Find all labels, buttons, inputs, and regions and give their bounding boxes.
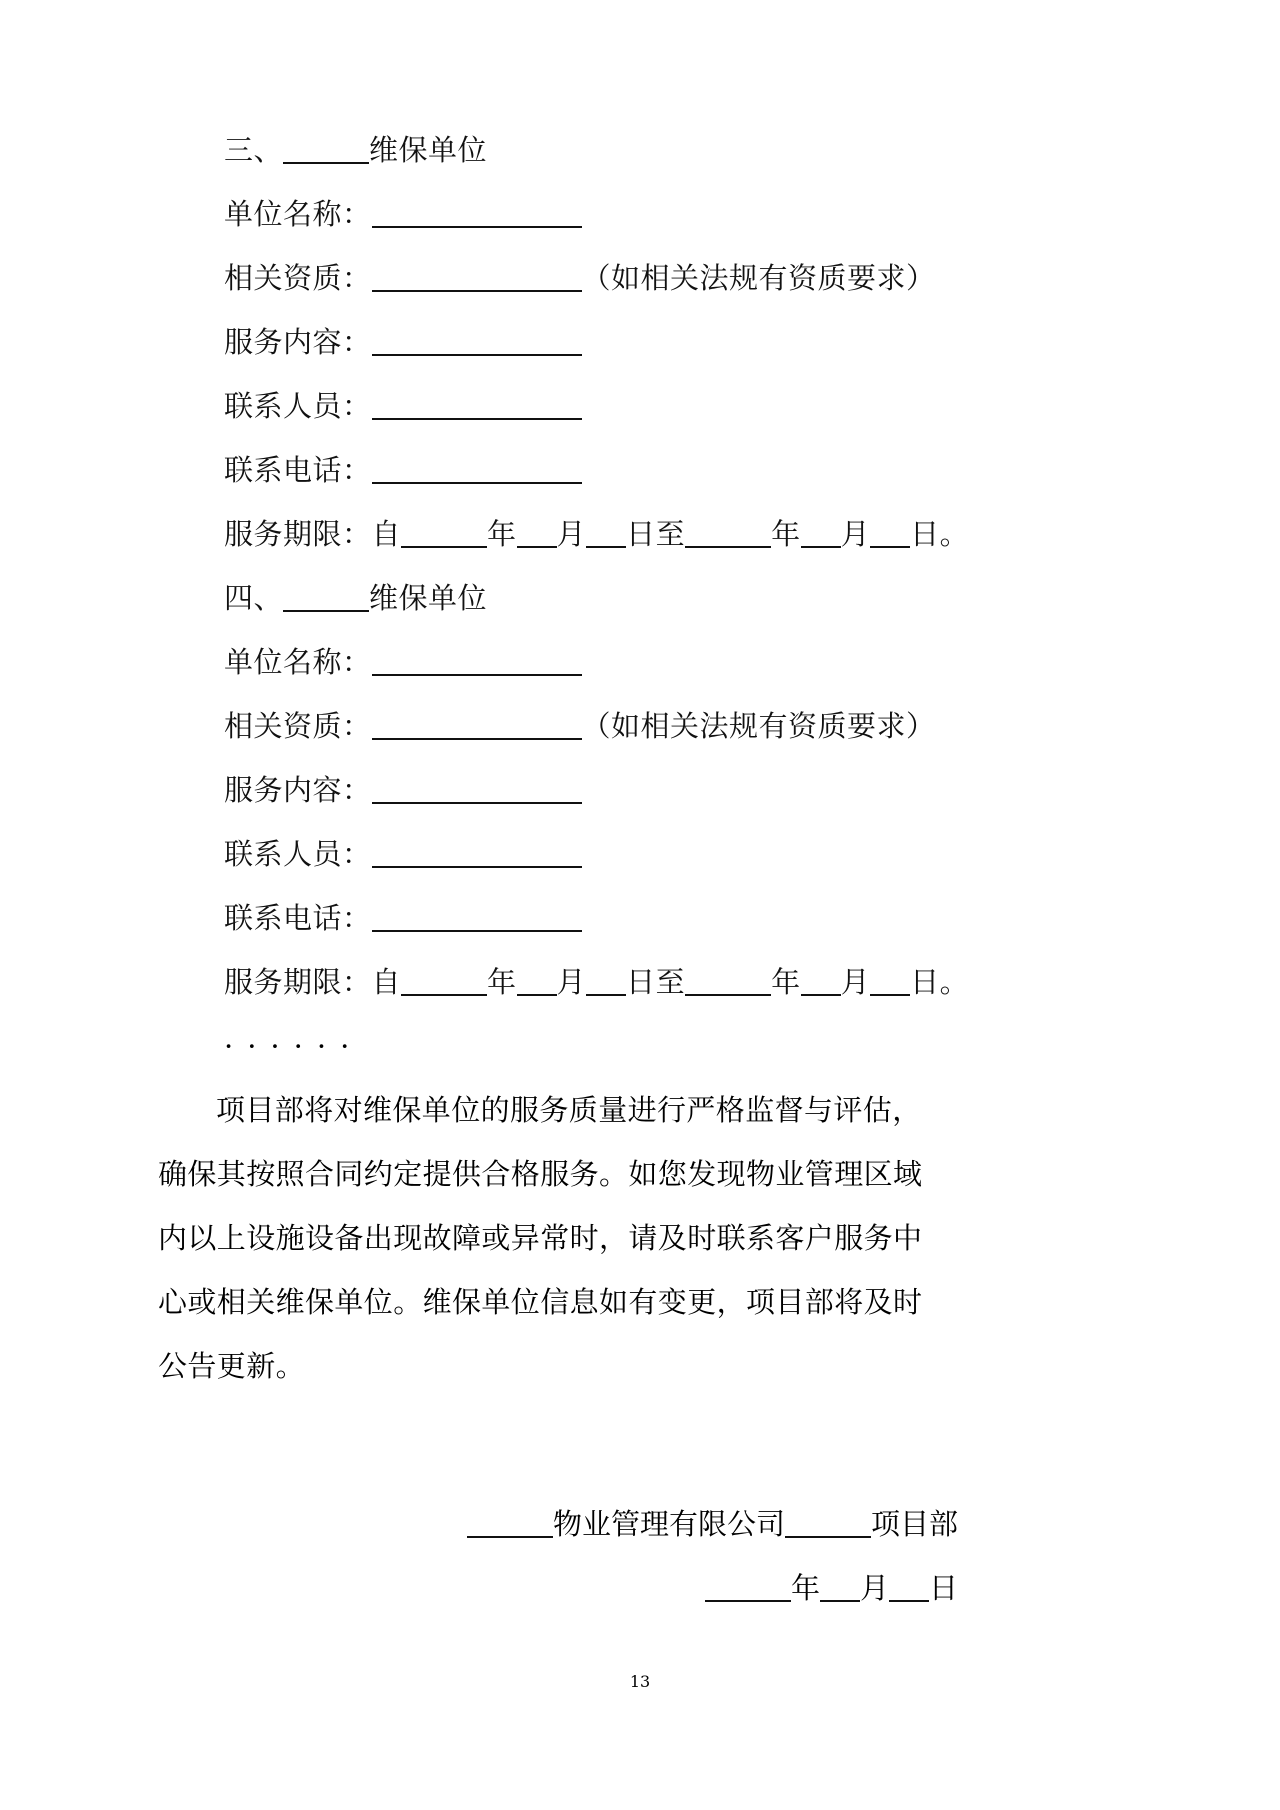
term-blank-year-start [401,994,487,996]
term-to: 至 [655,517,686,551]
term-year-end: 年 [771,517,801,551]
section-blank-four [283,610,369,612]
paragraph-line [158,1078,958,1142]
signature-date-line [158,1556,958,1620]
term-month-end: 月 [840,517,871,551]
field-service-term-three [158,502,970,566]
term-from: 自 [371,965,402,999]
field-qualification-four [158,694,958,758]
field-blank [372,226,582,228]
signature-project-blank [785,1536,871,1538]
term-blank-day-end [870,546,910,548]
signature-company-suffix: 物业管理有限公司 [552,1507,785,1541]
field-label: 服务内容： [224,773,372,807]
term-period: 。 [939,517,970,551]
field-service-content-four [158,758,958,822]
term-year: 年 [487,965,517,999]
field-label: 相关资质： [224,709,372,743]
term-to: 至 [655,965,686,999]
term-blank-month-end [801,546,841,548]
section-index-three: 三、 [224,133,284,167]
term-blank-month-start [517,546,557,548]
field-blank [372,930,582,932]
field-blank [372,738,582,740]
term-blank-day-start [586,546,626,548]
page-number: 13 [629,1672,651,1691]
paragraph-line: 公告更新。 [158,1349,306,1383]
term-day-end: 日 [910,517,940,551]
signature-company-blank [467,1536,553,1538]
field-blank [372,354,582,356]
field-contact-person-three [158,374,958,438]
field-label: 单位名称： [224,197,372,231]
term-month: 月 [556,965,587,999]
field-suffix: （如相关法规有资质要求） [581,261,936,295]
field-unit-name-four [158,630,958,694]
section-index-four: 四、 [224,581,284,615]
body-paragraph [158,1078,958,1398]
term-blank-day-end [870,994,910,996]
field-contact-phone-three [158,438,958,502]
field-unit-name-three [158,182,958,246]
field-label: 联系电话： [224,901,372,935]
paragraph-line: 确保其按照合同约定提供合格服务。如您发现物业管理区域 [158,1157,923,1191]
paragraph-line: 内以上设施设备出现故障或异常时，请及时联系客户服务中 [158,1221,923,1255]
term-blank-year-start [401,546,487,548]
paragraph-line: 心或相关维保单位。维保单位信息如有变更，项目部将及时 [158,1285,923,1319]
signature-day-blank [889,1600,929,1602]
field-qualification-three [158,246,958,310]
field-label: 联系人员： [224,837,372,871]
field-service-term-four [158,950,970,1014]
field-blank [372,482,582,484]
term-from: 自 [371,517,402,551]
term-label: 服务期限： [224,517,372,551]
term-blank-month-end [801,994,841,996]
field-blank [372,418,582,420]
signature-block [158,1492,958,1620]
term-blank-day-start [586,994,626,996]
field-label: 联系人员： [224,389,372,423]
term-period: 。 [939,965,970,999]
term-year-end: 年 [771,965,801,999]
section-heading-three [158,118,958,182]
term-day: 日 [626,517,656,551]
ellipsis-row: ······ [224,1029,364,1063]
field-contact-person-four [158,822,958,886]
signature-day: 日 [928,1571,958,1605]
signature-year: 年 [790,1571,820,1605]
signature-year-blank [705,1600,791,1602]
field-blank [372,802,582,804]
field-suffix: （如相关法规有资质要求） [581,709,936,743]
term-day-end: 日 [910,965,940,999]
field-label: 服务内容： [224,325,372,359]
field-blank [372,674,582,676]
term-blank-year-end [685,994,771,996]
page-number-wrapper [0,1672,1280,1691]
term-label: 服务期限： [224,965,372,999]
field-contact-phone-four [158,886,958,950]
section-heading-four [158,566,958,630]
signature-company-line [158,1492,958,1556]
paragraph-text: 项目部将对维保单位的服务质量进行严格监督与评估， [216,1093,922,1127]
term-blank-month-start [517,994,557,996]
field-label: 单位名称： [224,645,372,679]
term-month-end: 月 [840,965,871,999]
term-day: 日 [626,965,656,999]
section-heading-suffix-four: 维保单位 [369,581,488,615]
term-month: 月 [556,517,587,551]
section-blank-three [283,162,369,164]
signature-month-blank [820,1600,860,1602]
field-service-content-three [158,310,958,374]
term-blank-year-end [685,546,771,548]
signature-department: 项目部 [870,1507,958,1541]
field-label: 相关资质： [224,261,372,295]
field-blank [372,290,582,292]
field-label: 联系电话： [224,453,372,487]
signature-month: 月 [859,1571,889,1605]
term-year: 年 [487,517,517,551]
document-content [158,118,970,1398]
field-blank [372,866,582,868]
section-heading-suffix-three: 维保单位 [369,133,488,167]
